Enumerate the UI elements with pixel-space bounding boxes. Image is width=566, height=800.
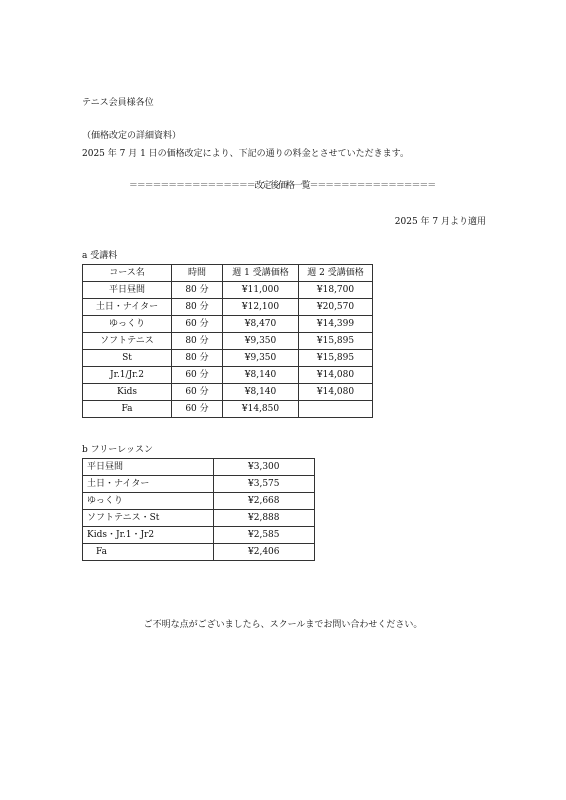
table-row [83, 282, 373, 299]
weekly-2-price [299, 401, 373, 418]
table-row [83, 459, 315, 476]
weekly-1-price: ¥12,100 [223, 299, 299, 316]
weekly-2-price: ¥18,700 [299, 282, 373, 299]
weekly-2-price: ¥15,895 [299, 333, 373, 350]
lesson-price: ¥3,575 [214, 476, 315, 493]
course-name: Fa [83, 401, 172, 418]
table-row [83, 316, 373, 333]
course-name: ゆっくり [83, 316, 172, 333]
fee-table-header-row [83, 265, 373, 282]
lesson-course-name: ソフトテニス・St [83, 510, 214, 527]
duration: 60 分 [172, 401, 223, 418]
section-b-title: b フリーレッスン [82, 445, 153, 455]
table-row [83, 510, 315, 527]
weekly-2-price: ¥20,570 [299, 299, 373, 316]
table-row [83, 476, 315, 493]
course-name: St [83, 350, 172, 367]
lesson-course-name: 土日・ナイター [83, 476, 214, 493]
table-row [83, 544, 315, 561]
table-row [83, 401, 373, 418]
duration: 60 分 [172, 384, 223, 401]
intro-text: 2025 年 7 月 1 日の価格改定により、下記の通りの料金とさせていただきます。 [82, 149, 409, 159]
duration: 80 分 [172, 282, 223, 299]
weekly-1-price: ¥8,470 [223, 316, 299, 333]
table-row [83, 384, 373, 401]
duration: 80 分 [172, 333, 223, 350]
table-row [83, 493, 315, 510]
weekly-2-price: ¥14,080 [299, 384, 373, 401]
weekly-1-price: ¥9,350 [223, 350, 299, 367]
table-row [83, 299, 373, 316]
header-weekly-1-price: 週 1 受講価格 [223, 265, 299, 282]
section-a-title: a 受講料 [82, 251, 118, 261]
header-duration: 時間 [172, 265, 223, 282]
lesson-course-name: Fa [83, 544, 214, 561]
free-lesson-table [82, 458, 315, 561]
weekly-2-price: ¥14,399 [299, 316, 373, 333]
lesson-price: ¥2,406 [214, 544, 315, 561]
weekly-1-price: ¥14,850 [223, 401, 299, 418]
lesson-course-name: 平日昼間 [83, 459, 214, 476]
weekly-1-price: ¥11,000 [223, 282, 299, 299]
fee-table [82, 264, 373, 418]
lesson-price: ¥3,300 [214, 459, 315, 476]
duration: 60 分 [172, 316, 223, 333]
weekly-1-price: ¥8,140 [223, 384, 299, 401]
duration: 60 分 [172, 367, 223, 384]
duration: 80 分 [172, 350, 223, 367]
table-row [83, 350, 373, 367]
table-row [83, 333, 373, 350]
course-name: ソフトテニス [83, 333, 172, 350]
section-divider: ＝＝＝＝＝＝＝＝＝＝＝＝＝＝＝＝改定後価格一覧＝＝＝＝＝＝＝＝＝＝＝＝＝＝＝＝ [128, 181, 436, 191]
lesson-course-name: ゆっくり [83, 493, 214, 510]
duration: 80 分 [172, 299, 223, 316]
weekly-1-price: ¥8,140 [223, 367, 299, 384]
header-course-name: コース名 [83, 265, 172, 282]
course-name: Kids [83, 384, 172, 401]
weekly-2-price: ¥15,895 [299, 350, 373, 367]
course-name: 土日・ナイター [83, 299, 172, 316]
header-weekly-2-price: 週 2 受講価格 [299, 265, 373, 282]
course-name: Jr.1/Jr.2 [83, 367, 172, 384]
table-row [83, 527, 315, 544]
lesson-course-name: Kids・Jr.1・Jr2 [83, 527, 214, 544]
weekly-2-price: ¥14,080 [299, 367, 373, 384]
document-title: （価格改定の詳細資料） [82, 131, 182, 141]
lesson-price: ¥2,668 [214, 493, 315, 510]
effective-date: 2025 年 7 月より適用 [394, 217, 486, 227]
course-name: 平日昼間 [83, 282, 172, 299]
table-row [83, 367, 373, 384]
greeting: テニス会員様各位 [82, 98, 154, 108]
lesson-price: ¥2,888 [214, 510, 315, 527]
lesson-price: ¥2,585 [214, 527, 315, 544]
footer-note: ご不明な点がございましたら、スクールまでお問い合わせください。 [143, 620, 423, 630]
weekly-1-price: ¥9,350 [223, 333, 299, 350]
